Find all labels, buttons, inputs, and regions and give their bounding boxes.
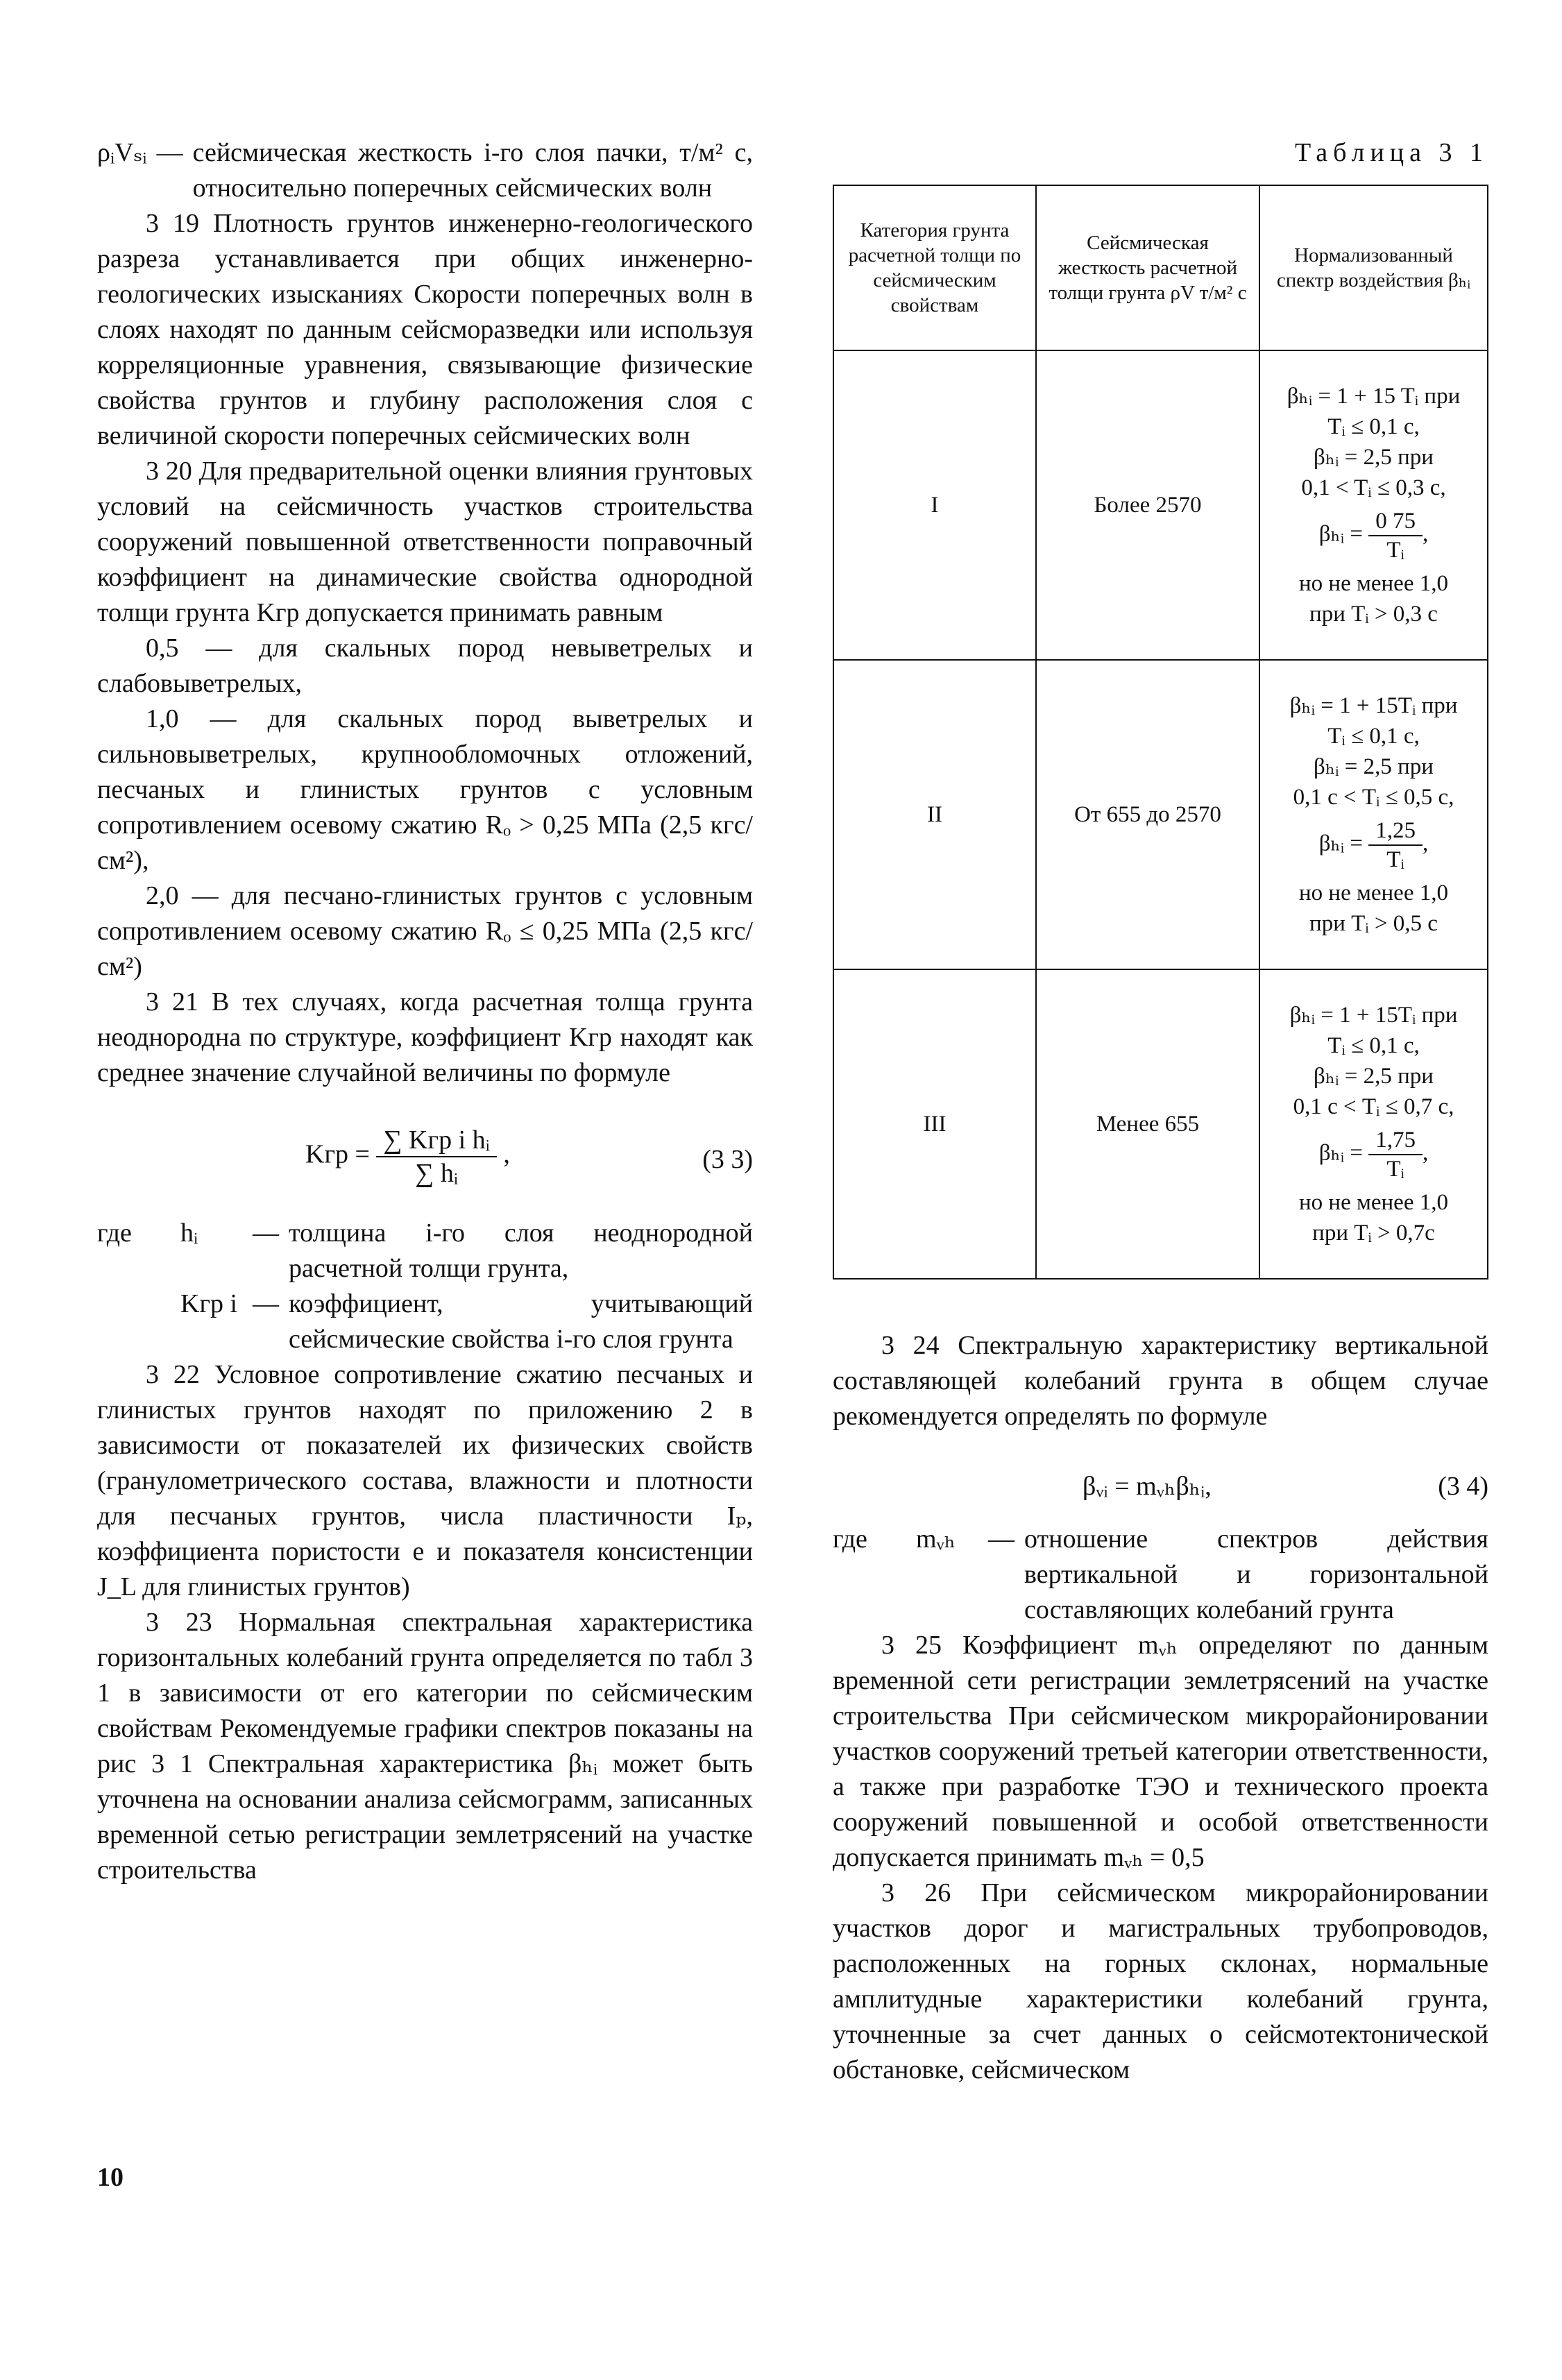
spectrum-denominator: Tᵢ <box>1386 847 1404 872</box>
paragraph-3-23: 3 23 Нормальная спектральная характеристика горизонтальных колебаний грунта определяется по табл 3 1 в зависимости от его категории по сейсмическим свойствам Рекомендуемые графики спектров показаны на рис 3 1 Спектральная характеристика βₕᵢ может быть уточнена на основании анализа сейсмограмм, записанных временной сетью регистрации землетрясений на участке строительства <box>97 1608 753 1885</box>
cell-stiffness: Более 2570 <box>1036 350 1259 660</box>
spectrum-numerator: 1,75 <box>1368 1126 1423 1155</box>
spectrum-fraction <box>1368 817 1423 874</box>
spectrum-line: Tᵢ ≤ 0,1 с, <box>1327 1033 1420 1058</box>
spectrum-formula-lhs: βₕᵢ = <box>1318 1140 1364 1166</box>
spectrum-line: Tᵢ ≤ 0,1 с, <box>1327 414 1420 439</box>
cell-spectrum <box>1259 969 1488 1279</box>
spectrum-formula-tail: , <box>1423 1140 1429 1166</box>
right-column <box>833 135 1488 2088</box>
paragraph-3-20: 3 20 Для предварительной оценки влияния грунтовых условий на сейсмичность участков строительства сооружений повышенной ответственности поправочный коэффициент на динамические свойства однородной толщи грунта Kгр допускается принимать равным <box>97 457 753 627</box>
spectrum-formula <box>1267 817 1480 874</box>
coefficient-item-1: 0,5 — для скальных пород невыветрелых и слабовыветрелых, <box>97 634 753 698</box>
where-symbol: Kгр i <box>180 1289 238 1318</box>
spectrum-denominator: Tᵢ <box>1386 1157 1404 1182</box>
spectrum-line: βₕᵢ = 1 + 15Tᵢ при <box>1289 1003 1458 1028</box>
header-spectrum: Нормализованный спектр воздействия βₕᵢ <box>1259 185 1488 350</box>
spectrum-line: βₕᵢ = 2,5 при <box>1314 754 1434 779</box>
spectrum-line: при Tᵢ > 0,5 с <box>1309 911 1438 936</box>
formula-tail: , <box>503 1139 510 1169</box>
formula-3-4 <box>833 1459 1488 1515</box>
where-word: где <box>97 1218 132 1248</box>
where-dash: — <box>988 1524 1015 1554</box>
page-number: 10 <box>97 2163 124 2192</box>
spectrum-line: но не менее 1,0 <box>1299 881 1448 906</box>
spectrum-line: βₕᵢ = 2,5 при <box>1314 445 1434 470</box>
paragraph-3-22: 3 22 Условное сопротивление сжатию песчаных и глинистых грунтов находят по приложению 2 в зависимости от показателей их физических свойств (гранулометрического состава, влажности и плотности для песчаных грунтов, числа пластичности Iₚ, коэффициента пористости e и показателя консистенции J_L для глинистых грунтов) <box>97 1360 753 1601</box>
spectrum-denominator: Tᵢ <box>1386 538 1404 563</box>
table-row <box>833 969 1488 1279</box>
spectrum-numerator: 1,25 <box>1368 817 1423 846</box>
paragraph-3-19: 3 19 Плотность грунтов инженерно-геологического разреза устанавливается при общих инженерно-геологических изысканиях Скорости поперечных волн в слоях находят по данным сейсморазведки или используя корреляционные уравнения, связывающие физические свойства грунтов и глубину расположения слоя с величиной скорости поперечных сейсмических волн <box>97 209 753 450</box>
left-column <box>97 135 753 1888</box>
paragraph-3-25: 3 25 Коэффициент mᵥₕ определяют по данным временной сети регистрации землетрясений на участке строительства При сейсмическом микрорайонировании участков сооружений третьей категории ответственности, а также при разработке ТЭО и технического проекта сооружений повышенной и особой ответственности допускается принимать mᵥₕ = 0,5 <box>833 1631 1488 1872</box>
intro-definition <box>97 135 753 206</box>
cell-spectrum <box>1259 660 1488 969</box>
formula-3-4-expression: βᵥᵢ = mᵥₕβₕᵢ, <box>1083 1472 1212 1501</box>
spectrum-formula <box>1267 507 1480 564</box>
where-definition-vh <box>833 1522 1488 1628</box>
formula-3-3 <box>97 1117 753 1207</box>
table-row <box>833 350 1488 660</box>
where-dash: — <box>253 1289 279 1318</box>
cell-category: I <box>833 350 1036 660</box>
where-definition-2 <box>97 1286 753 1357</box>
table-row <box>833 660 1488 969</box>
header-stiffness: Сейсмическая жесткость расчетной толщи грунта ρV т/м² с <box>1036 185 1259 350</box>
cell-stiffness: От 655 до 2570 <box>1036 660 1259 969</box>
spectrum-line: 0,1 < Tᵢ ≤ 0,3 с, <box>1301 475 1446 500</box>
paragraph-3-26: 3 26 При сейсмическом микрорайонировании участков дорог и магистральных трубопроводов, расположенных на горных склонах, нормальные амплитудные характеристики колебаний грунта, уточненные за счет данных о сейсмотектонической обстановке, сейсмическом <box>833 1878 1488 2084</box>
cell-spectrum <box>1259 350 1488 660</box>
definition-text: сейсмическая жесткость i-го слоя пачки, т/м² с, относительно поперечных сейсмических волн <box>192 138 753 203</box>
spectrum-line: при Tᵢ > 0,3 с <box>1309 602 1438 627</box>
spectrum-formula-tail: , <box>1423 521 1429 547</box>
spectrum-numerator: 0 75 <box>1368 507 1423 536</box>
formula-lhs: Kгр = <box>305 1139 370 1169</box>
definition-dash: — <box>156 138 183 167</box>
paragraph-3-24: 3 24 Спектральную характеристику вертикальной составляющей колебаний грунта в общем случае рекомендуется определять по формуле <box>833 1331 1488 1431</box>
spectrum-fraction <box>1368 1126 1423 1183</box>
cell-category: III <box>833 969 1036 1279</box>
spectrum-line: Tᵢ ≤ 0,1 с, <box>1327 724 1420 749</box>
where-word: где <box>833 1524 867 1554</box>
spectrum-formula-lhs: βₕᵢ = <box>1318 521 1364 547</box>
spectrum-formula-tail: , <box>1423 831 1429 856</box>
table-header-row <box>833 185 1488 350</box>
coefficient-item-2: 1,0 — для скальных пород выветрелых и сильновыветрелых, крупнообломочных отложений, песчаных и глинистых грунтов с условным сопротивлением осевому сжатию Rₒ > 0,25 МПа (2,5 кгс/см²), <box>97 704 753 875</box>
cell-category: II <box>833 660 1036 969</box>
formula-number: (3 4) <box>1438 1472 1488 1501</box>
definition-symbol: ρᵢVₛᵢ <box>97 138 147 167</box>
where-dash: — <box>253 1218 279 1248</box>
where-symbol: mᵥₕ <box>916 1524 956 1554</box>
spectrum-line: но не менее 1,0 <box>1299 1190 1448 1215</box>
formula-denominator: ∑ hᵢ <box>415 1159 459 1188</box>
formula-fraction <box>376 1124 496 1189</box>
where-symbol: hᵢ <box>180 1218 198 1248</box>
cell-stiffness: Менее 655 <box>1036 969 1259 1279</box>
spectrum-formula-lhs: βₕᵢ = <box>1318 831 1364 856</box>
header-category: Категория грунта расчетной толщи по сейсмическим свойствам <box>833 185 1036 350</box>
formula-numerator: ∑ Kгр i hᵢ <box>376 1124 496 1157</box>
spectrum-fraction <box>1368 507 1423 564</box>
where-text: толщина i-го слоя неоднородной расчетной толщи грунта, <box>289 1218 753 1283</box>
spectrum-line: βₕᵢ = 1 + 15 Tᵢ при <box>1287 384 1461 409</box>
paragraph-3-21: 3 21 В тех случаях, когда расчетная толща грунта неоднородна по структуре, коэффициент Kгр находят как среднее значение случайной величины по формуле <box>97 987 753 1087</box>
where-text: коэффициент, учитывающий сейсмические свойства i-го слоя грунта <box>289 1289 753 1354</box>
where-text: отношение спектров действия вертикальной и горизонтальной составляющих колебаний грунта <box>1024 1524 1488 1624</box>
formula-3-3-expression <box>305 1124 510 1189</box>
spectrum-table <box>833 185 1488 1280</box>
table-caption: Таблица 3 1 <box>1294 138 1488 167</box>
where-definition-1 <box>97 1216 753 1286</box>
formula-number: (3 3) <box>702 1145 753 1174</box>
spectrum-line: при Tᵢ > 0,7с <box>1312 1221 1435 1246</box>
spectrum-line: βₕᵢ = 2,5 при <box>1314 1064 1434 1089</box>
spectrum-line: 0,1 с < Tᵢ ≤ 0,7 с, <box>1293 1094 1454 1119</box>
spectrum-line: 0,1 с < Tᵢ ≤ 0,5 с, <box>1293 785 1454 810</box>
spectrum-line: βₕᵢ = 1 + 15Tᵢ при <box>1289 693 1458 718</box>
spectrum-line: но не менее 1,0 <box>1299 571 1448 596</box>
coefficient-item-3: 2,0 — для песчано-глинистых грунтов с условным сопротивлением осевому сжатию Rₒ ≤ 0,25 МПа (2,5 кгс/см²) <box>97 881 753 981</box>
spectrum-formula <box>1267 1126 1480 1183</box>
